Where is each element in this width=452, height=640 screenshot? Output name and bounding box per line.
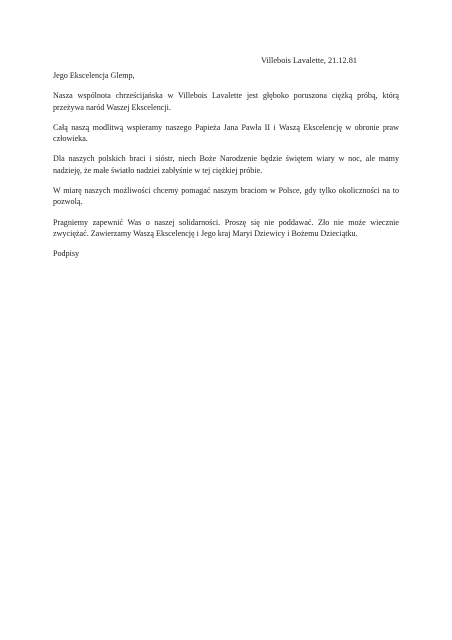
paragraph-5: Pragniemy zapewnić Was o naszej solidarności. Proszę się nie poddawać. Zło nie może wiecznie zwyciężać. Zawierzamy Waszą Ekscelencję i Jego kraj Maryi Dziewicy i Bożemu Dzieciątku. [53,217,399,238]
paragraph-4: W miarę naszych możliwości chcemy pomagać naszym braciom w Polsce, gdy tylko okoliczności na to pozwolą. [53,186,399,207]
signature: Podpisy [53,249,80,259]
letter-body [53,70,399,260]
place-date-line: Villebois Lavalette, 21.12.81 [260,56,357,65]
paragraph-2: Całą naszą modlitwą wspieramy naszego Papieża Jana Pawła II i Waszą Ekscelencję w obronie praw człowieka. [53,122,399,144]
greeting: Jego Ekscelencja Glemp, [53,71,135,80]
paragraph-3: Dla naszych polskich braci i sióstr, niech Boże Narodzenie będzie świętem wiary w noc, ale mamy nadzieję, że małe światło nadziei zabłyśnie w tej ciężkiej próbie. [53,154,399,175]
paragraph-1: Nasza wspólnota chrześcijańska w Villebois Lavalette jest głęboko poruszona ciężką próbą, którą przeżywa naród Waszej Ekscelencji. [53,91,399,112]
